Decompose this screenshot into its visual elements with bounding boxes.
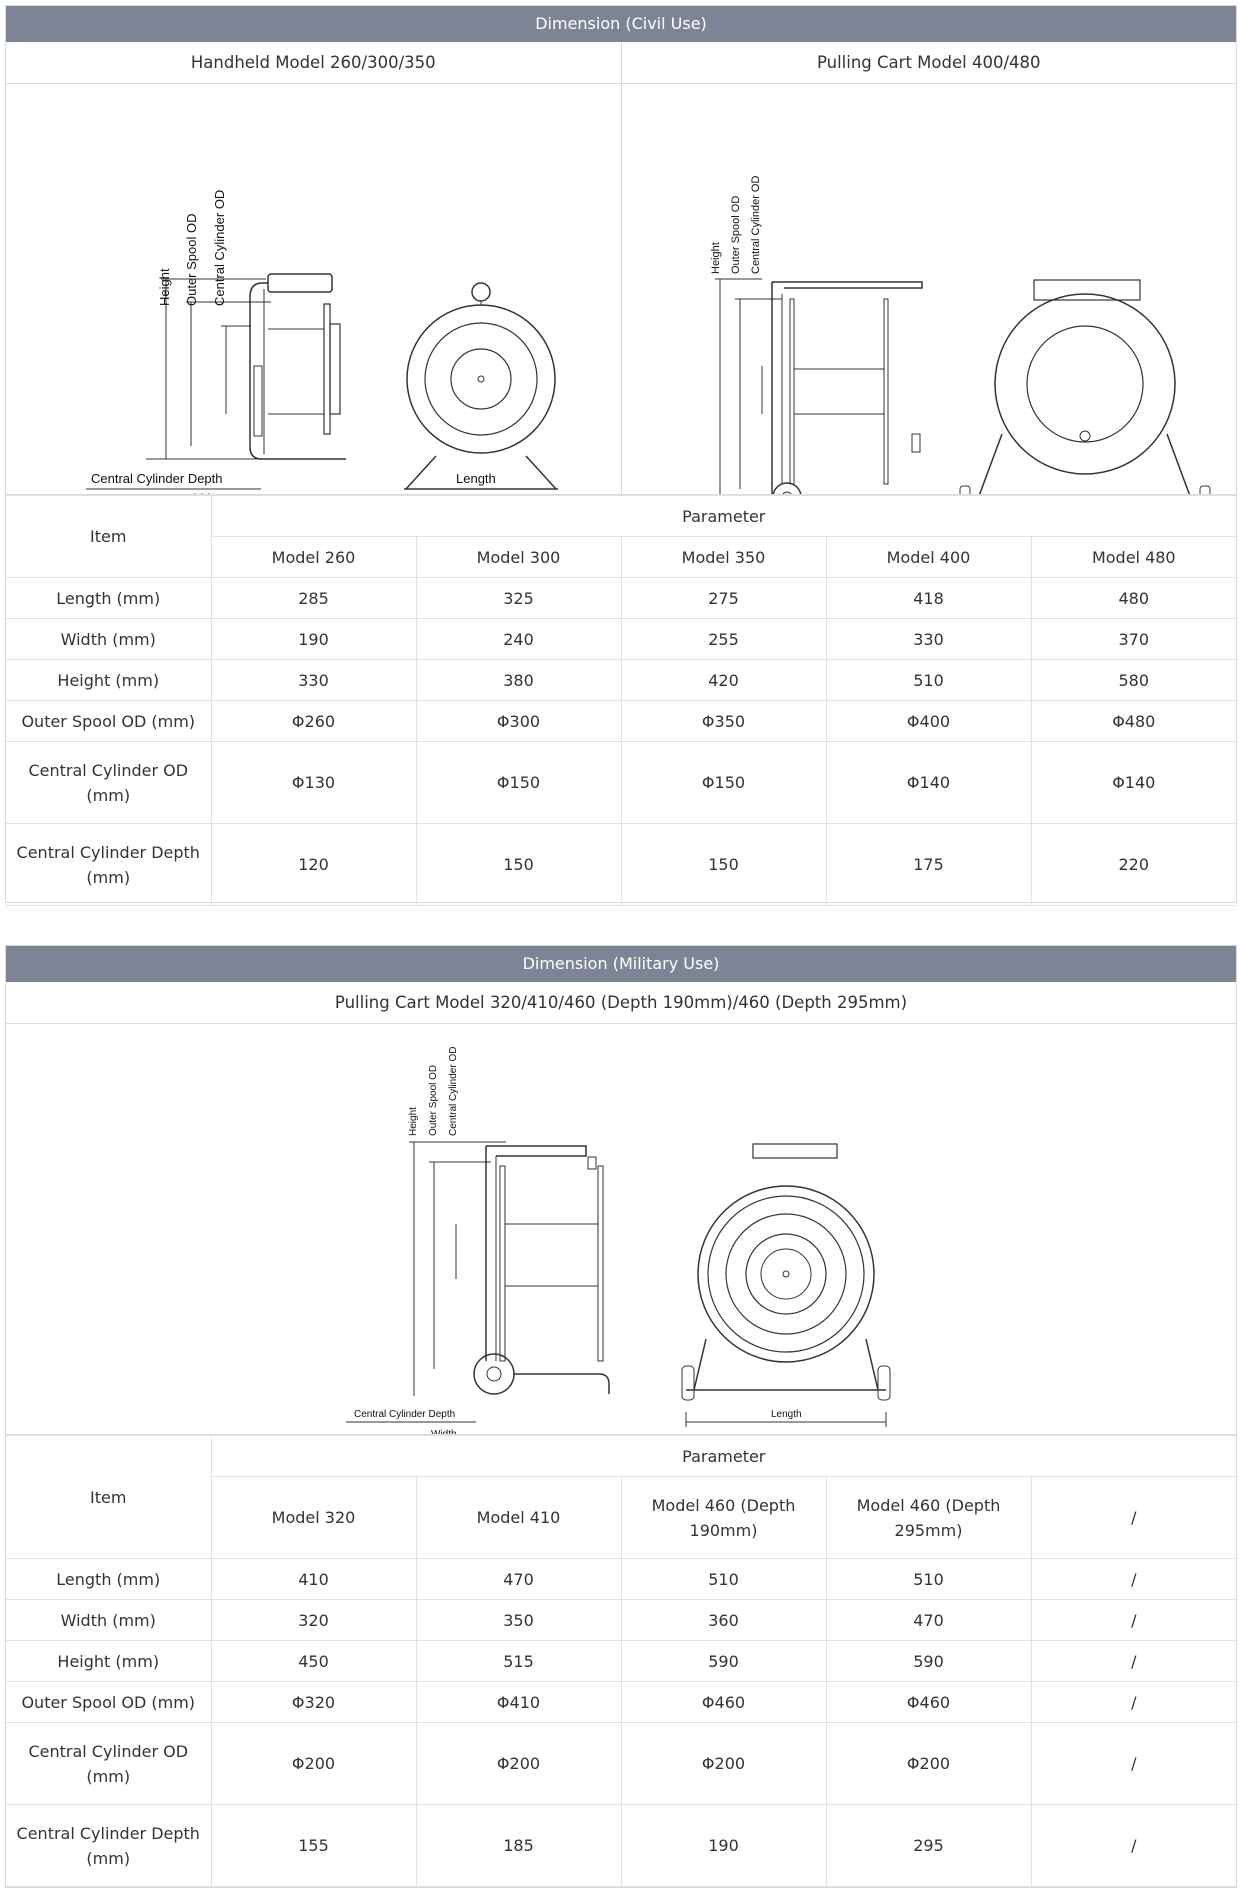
civil-height-label: Height	[157, 268, 172, 306]
cell-value: Φ140	[826, 742, 1031, 824]
cell-value: 240	[416, 619, 621, 660]
cell-value: Φ410	[416, 1682, 621, 1723]
military-cart-drawing	[6, 1024, 1236, 1434]
cell-value: Φ150	[416, 742, 621, 824]
table-row	[6, 1559, 1236, 1600]
cell-value: Φ400	[826, 701, 1031, 742]
row-label: Length (mm)	[6, 578, 211, 619]
civil-outer-spool-label: Outer Spool OD	[184, 213, 199, 306]
military-item-header: Item	[6, 1436, 211, 1559]
table-row	[6, 578, 1236, 619]
pulling-cart-drawing	[621, 84, 1237, 494]
table-row	[6, 1723, 1236, 1805]
cell-value: 515	[416, 1641, 621, 1682]
cell-value: 580	[1031, 660, 1236, 701]
cell-value: 360	[621, 1600, 826, 1641]
cart-cylinder-od-label: Central Cylinder OD	[749, 175, 762, 274]
military-height-label: Height	[408, 1107, 419, 1136]
row-label: Outer Spool OD (mm)	[6, 1682, 211, 1723]
row-label: Length (mm)	[6, 1559, 211, 1600]
military-spec-table	[6, 1435, 1236, 1887]
cell-value: 420	[621, 660, 826, 701]
military-model-header: Model 410	[416, 1477, 621, 1559]
cell-value: 190	[621, 1805, 826, 1887]
cell-value: Φ460	[621, 1682, 826, 1723]
cell-value: 275	[621, 578, 826, 619]
cell-value: 380	[416, 660, 621, 701]
cell-value: Φ300	[416, 701, 621, 742]
military-drawings	[6, 1024, 1236, 1435]
cell-value: 330	[211, 660, 416, 701]
military-outer-spool-label: Outer Spool OD	[428, 1064, 439, 1136]
cell-value: 120	[211, 824, 416, 906]
civil-drawings	[6, 84, 1236, 495]
cell-value: 510	[621, 1559, 826, 1600]
military-model-title: Pulling Cart Model 320/410/460 (Depth 190mm)/460 (Depth 295mm)	[334, 993, 908, 1012]
table-row	[6, 1641, 1236, 1682]
military-model-header: /	[1031, 1477, 1236, 1559]
cell-value: 590	[621, 1641, 826, 1682]
civil-dimension-section	[5, 5, 1237, 903]
cell-value: 285	[211, 578, 416, 619]
military-model-header: Model 320	[211, 1477, 416, 1559]
row-label: Central Cylinder Depth (mm)	[6, 1805, 211, 1887]
cell-value: Φ200	[826, 1723, 1031, 1805]
cell-value: 320	[211, 1600, 416, 1641]
row-label: Width (mm)	[6, 619, 211, 660]
civil-model-header: Model 300	[416, 537, 621, 578]
pulling-cart-model-title: Pulling Cart Model 400/480	[621, 42, 1237, 83]
cell-value: 510	[826, 1559, 1031, 1600]
cell-value: Φ460	[826, 1682, 1031, 1723]
cell-value: /	[1031, 1641, 1236, 1682]
cell-value: /	[1031, 1723, 1236, 1805]
cell-value: 295	[826, 1805, 1031, 1887]
cell-value: 370	[1031, 619, 1236, 660]
row-label: Width (mm)	[6, 1600, 211, 1641]
military-banner: Dimension (Military Use)	[6, 946, 1236, 982]
table-row	[6, 701, 1236, 742]
cell-value: 325	[416, 578, 621, 619]
civil-width-label	[181, 491, 214, 494]
civil-item-header: Item	[6, 496, 211, 578]
cell-value: 220	[1031, 824, 1236, 906]
cell-value: Φ130	[211, 742, 416, 824]
cell-value: 480	[1031, 578, 1236, 619]
row-label: Outer Spool OD (mm)	[6, 701, 211, 742]
table-row	[6, 1805, 1236, 1887]
civil-depth-label: Central Cylinder Depth	[91, 471, 223, 486]
cell-value: 150	[416, 824, 621, 906]
cart-height-label: Height	[709, 242, 722, 274]
military-model-header: Model 460 (Depth 190mm)	[621, 1477, 826, 1559]
cell-value: Φ480	[1031, 701, 1236, 742]
military-length-label: Length	[771, 1409, 802, 1420]
military-depth-label: Central Cylinder Depth	[354, 1409, 456, 1420]
row-label: Central Cylinder Depth (mm)	[6, 824, 211, 906]
civil-length-label: Length	[456, 471, 496, 486]
row-label: Central Cylinder OD (mm)	[6, 1723, 211, 1805]
table-row	[6, 742, 1236, 824]
row-label: Height (mm)	[6, 660, 211, 701]
cell-value: 510	[826, 660, 1031, 701]
row-label: Height (mm)	[6, 1641, 211, 1682]
military-cylinder-od-label: Central Cylinder OD	[448, 1046, 459, 1136]
handheld-drawing	[6, 84, 621, 494]
cell-value: /	[1031, 1600, 1236, 1641]
cell-value: 410	[211, 1559, 416, 1600]
cell-value: /	[1031, 1682, 1236, 1723]
military-subheader	[6, 982, 1236, 1024]
cell-value: 185	[416, 1805, 621, 1887]
military-model-header: Model 460 (Depth 295mm)	[826, 1477, 1031, 1559]
civil-model-header: Model 260	[211, 537, 416, 578]
cell-value: 350	[416, 1600, 621, 1641]
table-row	[6, 1600, 1236, 1641]
cell-value: 330	[826, 619, 1031, 660]
cell-value: 255	[621, 619, 826, 660]
civil-model-header: Model 480	[1031, 537, 1236, 578]
table-row	[6, 1682, 1236, 1723]
military-cart-reel-diagram	[6, 1024, 1236, 1434]
civil-model-header: Model 350	[621, 537, 826, 578]
cell-value: Φ150	[621, 742, 826, 824]
military-parameter-header: Parameter	[211, 1436, 1236, 1477]
cell-value: Φ200	[211, 1723, 416, 1805]
cell-value: 470	[826, 1600, 1031, 1641]
cell-value: Φ200	[621, 1723, 826, 1805]
civil-banner: Dimension (Civil Use)	[6, 6, 1236, 42]
cell-value: 470	[416, 1559, 621, 1600]
handheld-model-title: Handheld Model 260/300/350	[190, 53, 436, 72]
table-row	[6, 824, 1236, 906]
civil-cylinder-od-label: Central Cylinder OD	[212, 189, 227, 306]
cell-value: Φ140	[1031, 742, 1236, 824]
row-label: Central Cylinder OD (mm)	[6, 742, 211, 824]
cell-value: 418	[826, 578, 1031, 619]
table-row	[6, 619, 1236, 660]
cell-value: Φ320	[211, 1682, 416, 1723]
civil-spec-table	[6, 495, 1236, 906]
civil-parameter-header: Parameter	[211, 496, 1236, 537]
cell-value: 190	[211, 619, 416, 660]
pulling-cart-reel-diagram	[622, 84, 1236, 494]
cell-value: /	[1031, 1559, 1236, 1600]
cell-value: /	[1031, 1805, 1236, 1887]
civil-model-header: Model 400	[826, 537, 1031, 578]
cell-value: Φ260	[211, 701, 416, 742]
cell-value: 150	[621, 824, 826, 906]
cell-value: 450	[211, 1641, 416, 1682]
military-dimension-section	[5, 945, 1237, 1888]
cell-value: 155	[211, 1805, 416, 1887]
cell-value: 590	[826, 1641, 1031, 1682]
cell-value: Φ200	[416, 1723, 621, 1805]
civil-subheader	[6, 42, 1236, 84]
cell-value: Φ350	[621, 701, 826, 742]
cart-outer-spool-label: Outer Spool OD	[729, 195, 742, 274]
military-width-label	[431, 1429, 457, 1434]
handheld-reel-diagram	[6, 84, 620, 494]
table-row	[6, 660, 1236, 701]
cell-value: 175	[826, 824, 1031, 906]
